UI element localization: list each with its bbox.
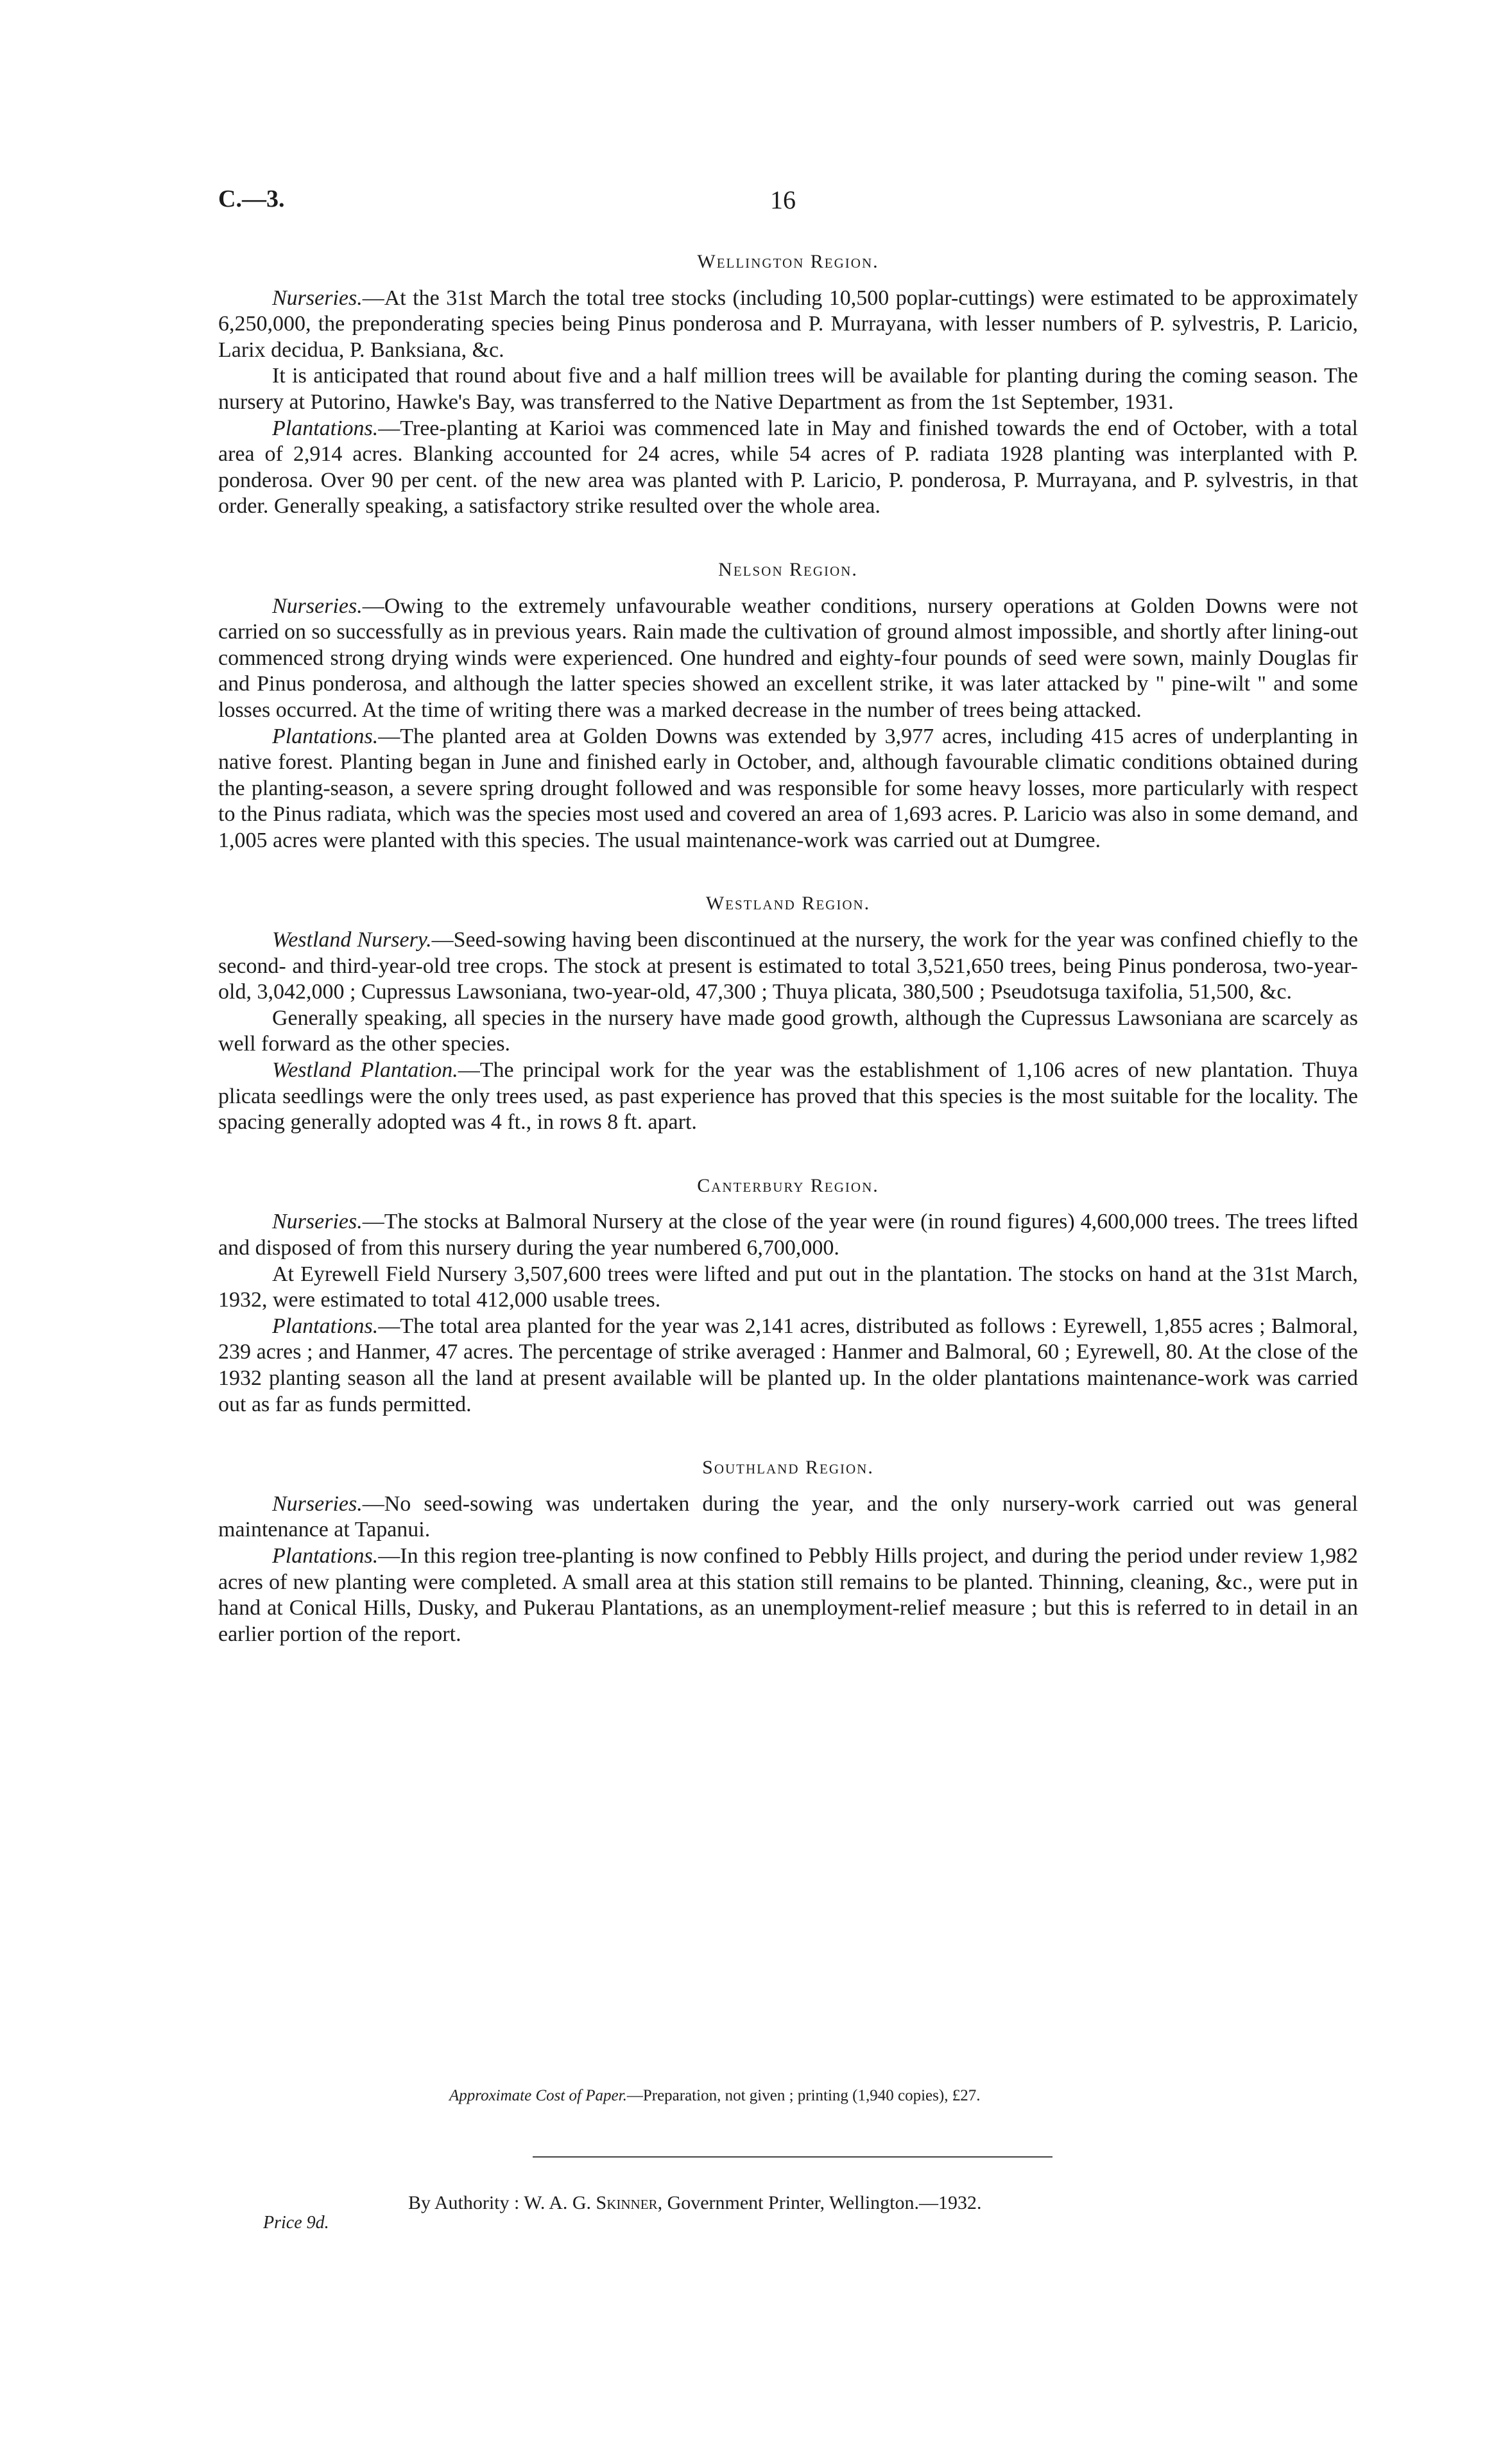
cost-note-lead: Approximate Cost of Paper. — [449, 2087, 627, 2104]
run-in-heading: Plantations. — [272, 416, 379, 440]
body-paragraph — [218, 1491, 1358, 1543]
region-section — [218, 1455, 1358, 1647]
region-section — [218, 557, 1358, 854]
running-head — [218, 185, 1361, 217]
report-body — [218, 249, 1358, 1685]
paragraph-text: —At the 31st March the total tree stocks (including 10,500 poplar-cuttings) were estimated to be approximately 6,250,000, the preponderating species being Pinus ponderosa and P. Murrayana, with lesser numbers of P. sylvestris, P. Laricio, Larix decidua, P. Banksiana, &c. — [218, 286, 1358, 362]
printer-imprint — [408, 2192, 982, 2214]
region-section — [218, 891, 1358, 1135]
cost-note-text: —Preparation, not given ; printing (1,940 copies), £27. — [626, 2087, 981, 2104]
body-paragraph — [218, 1262, 1358, 1314]
run-in-heading: Nurseries. — [272, 286, 363, 310]
imprint-prefix: By Authority : W. A. G. — [408, 2192, 596, 2213]
run-in-heading: Westland Plantation. — [272, 1058, 458, 1083]
body-paragraph — [218, 416, 1358, 520]
cost-of-paper-note — [449, 2087, 1219, 2105]
paragraph-text: At Eyrewell Field Nursery 3,507,600 trees were lifted and put out in the plantation. The stocks on hand at the 31st March, 1932, were estimated to total 412,000 usable trees. — [218, 1262, 1358, 1312]
section-heading: Westland Region. — [705, 893, 871, 914]
paragraph-text: —In this region tree-planting is now confined to Pebbly Hills project, and during the period under review 1,982 acres of new planting were completed. A small area at this station still remains to be planted. Thinning, cleaning, &c., were put in hand at Conical Hills, Dusky, and Pukerau Plantations, as an unemployment-relief measure ; but this is referred to in detail in an earlier portion of the report. — [218, 1543, 1358, 1646]
document-code: C.—3. — [218, 185, 285, 212]
page-number: 16 — [770, 185, 796, 214]
body-paragraph — [218, 1314, 1358, 1418]
body-paragraph — [218, 1006, 1358, 1058]
run-in-heading: Nurseries. — [272, 594, 363, 618]
run-in-heading: Nurseries. — [272, 1491, 363, 1516]
run-in-heading: Westland Nursery. — [272, 928, 432, 952]
body-paragraph — [218, 363, 1358, 415]
run-in-heading: Plantations. — [272, 1314, 379, 1338]
body-paragraph — [218, 1058, 1358, 1136]
price-label: Price 9d. — [263, 2213, 329, 2233]
region-section — [218, 249, 1358, 520]
paragraph-text: It is anticipated that round about five and a half million trees will be available for planting during the coming season. The nursery at Putorino, Hawke's Bay, was transferred to the Native Department as from the 1st September, 1931. — [218, 364, 1358, 414]
body-paragraph — [218, 1543, 1358, 1647]
run-in-heading: Plantations. — [272, 1543, 379, 1568]
paragraph-text: —Owing to the extremely unfavourable weather conditions, nursery operations at Golden Downs were not carried on so successfully as in previous years. Rain made the cultivation of ground almost impossible, and shortly after lining-out commenced strong drying winds were experienced. One hundred and eighty-four pounds of seed were sown, mainly Douglas fir and Pinus ponderosa, and although the latter species showed an excellent strike, it was later attacked by " pine-wilt " and some losses occurred. At the time of writing there was a marked decrease in the number of trees being attacked. — [218, 594, 1358, 722]
paragraph-text: —The principal work for the year was the establishment of 1,106 acres of new plantation. Thuya plicata seedlings were the only trees used, as past experience has proved that this species is the most suitable for the locality. The spacing generally adopted was 4 ft., in rows 8 ft. apart. — [218, 1058, 1358, 1135]
section-heading: Canterbury Region. — [697, 1174, 879, 1196]
printer-name: Skinner — [596, 2192, 658, 2213]
paragraph-text: —Tree-planting at Karioi was commenced late in May and finished towards the end of October, with a total area of 2,914 acres. Blanking accounted for 24 acres, while 54 acres of P. radiata 1928 planting was interplanted with P. ponderosa. Over 90 per cent. of the new area was planted with P. Laricio, P. ponderosa, P. Murrayana, and P. sylvestris, in that order. Generally speaking, a satisfactory strike resulted over the whole area. — [218, 416, 1358, 519]
paragraph-text: —The stocks at Balmoral Nursery at the close of the year were (in round figures) 4,600,000 trees. The trees lifted and disposed of from this nursery during the year numbered 6,700,000. — [218, 1210, 1358, 1260]
paragraph-text: —The total area planted for the year was 2,141 acres, distributed as follows : Eyrewell, 1,855 acres ; Balmoral, 239 acres ; and Hanmer, 47 acres. The percentage of strike averaged : Hanmer and Balmoral, 60 ; Eyrewell, 80. At the close of the 1932 planting season all the land at present available will be planted up. In the older plantations maintenance-work was carried out as far as funds permitted. — [218, 1314, 1358, 1416]
body-paragraph — [218, 1209, 1358, 1261]
paragraph-text: —The planted area at Golden Downs was extended by 3,977 acres, including 415 acres of underplanting in native forest. Planting began in June and finished early in October, and, although favourable climatic conditions obtained during the planting-season, a severe spring drought followed and was responsible for some heavy losses, more particularly with respect to the Pinus radiata, which was the species most used and covered an area of 1,693 acres. P. Laricio was also in some demand, and 1,005 acres were planted with this species. The usual maintenance-work was carried out at Dumgree. — [218, 724, 1358, 852]
body-paragraph — [218, 724, 1358, 854]
body-paragraph — [218, 594, 1358, 724]
run-in-heading: Plantations. — [272, 724, 379, 748]
paragraph-text: Generally speaking, all species in the nursery have made good growth, although the Cupressus Lawsoniana are scarcely as well forward as the other species. — [218, 1006, 1358, 1056]
section-heading: Nelson Region. — [718, 558, 858, 580]
section-heading: Wellington Region. — [697, 251, 879, 272]
run-in-heading: Nurseries. — [272, 1210, 363, 1234]
footer-divider — [533, 2156, 1052, 2158]
section-heading: Southland Region. — [702, 1457, 874, 1479]
region-section — [218, 1173, 1358, 1418]
imprint-suffix: , Government Printer, Wellington.—1932. — [657, 2192, 982, 2213]
paragraph-text: —Seed-sowing having been discontinued at the nursery, the work for the year was confined chiefly to the second- and third-year-old tree crops. The stock at present is estimated to total 3,521,650 trees, being Pinus ponderosa, two-year-old, 3,042,000 ; Cupressus Lawsoniana, two-year-old, 47,300 ; Thuya plicata, 380,500 ; Pseudotsuga taxifolia, 51,500, &c. — [218, 928, 1358, 1004]
body-paragraph — [218, 927, 1358, 1006]
paragraph-text: —No seed-sowing was undertaken during the year, and the only nursery-work carried out was general maintenance at Tapanui. — [218, 1491, 1358, 1542]
body-paragraph — [218, 286, 1358, 364]
